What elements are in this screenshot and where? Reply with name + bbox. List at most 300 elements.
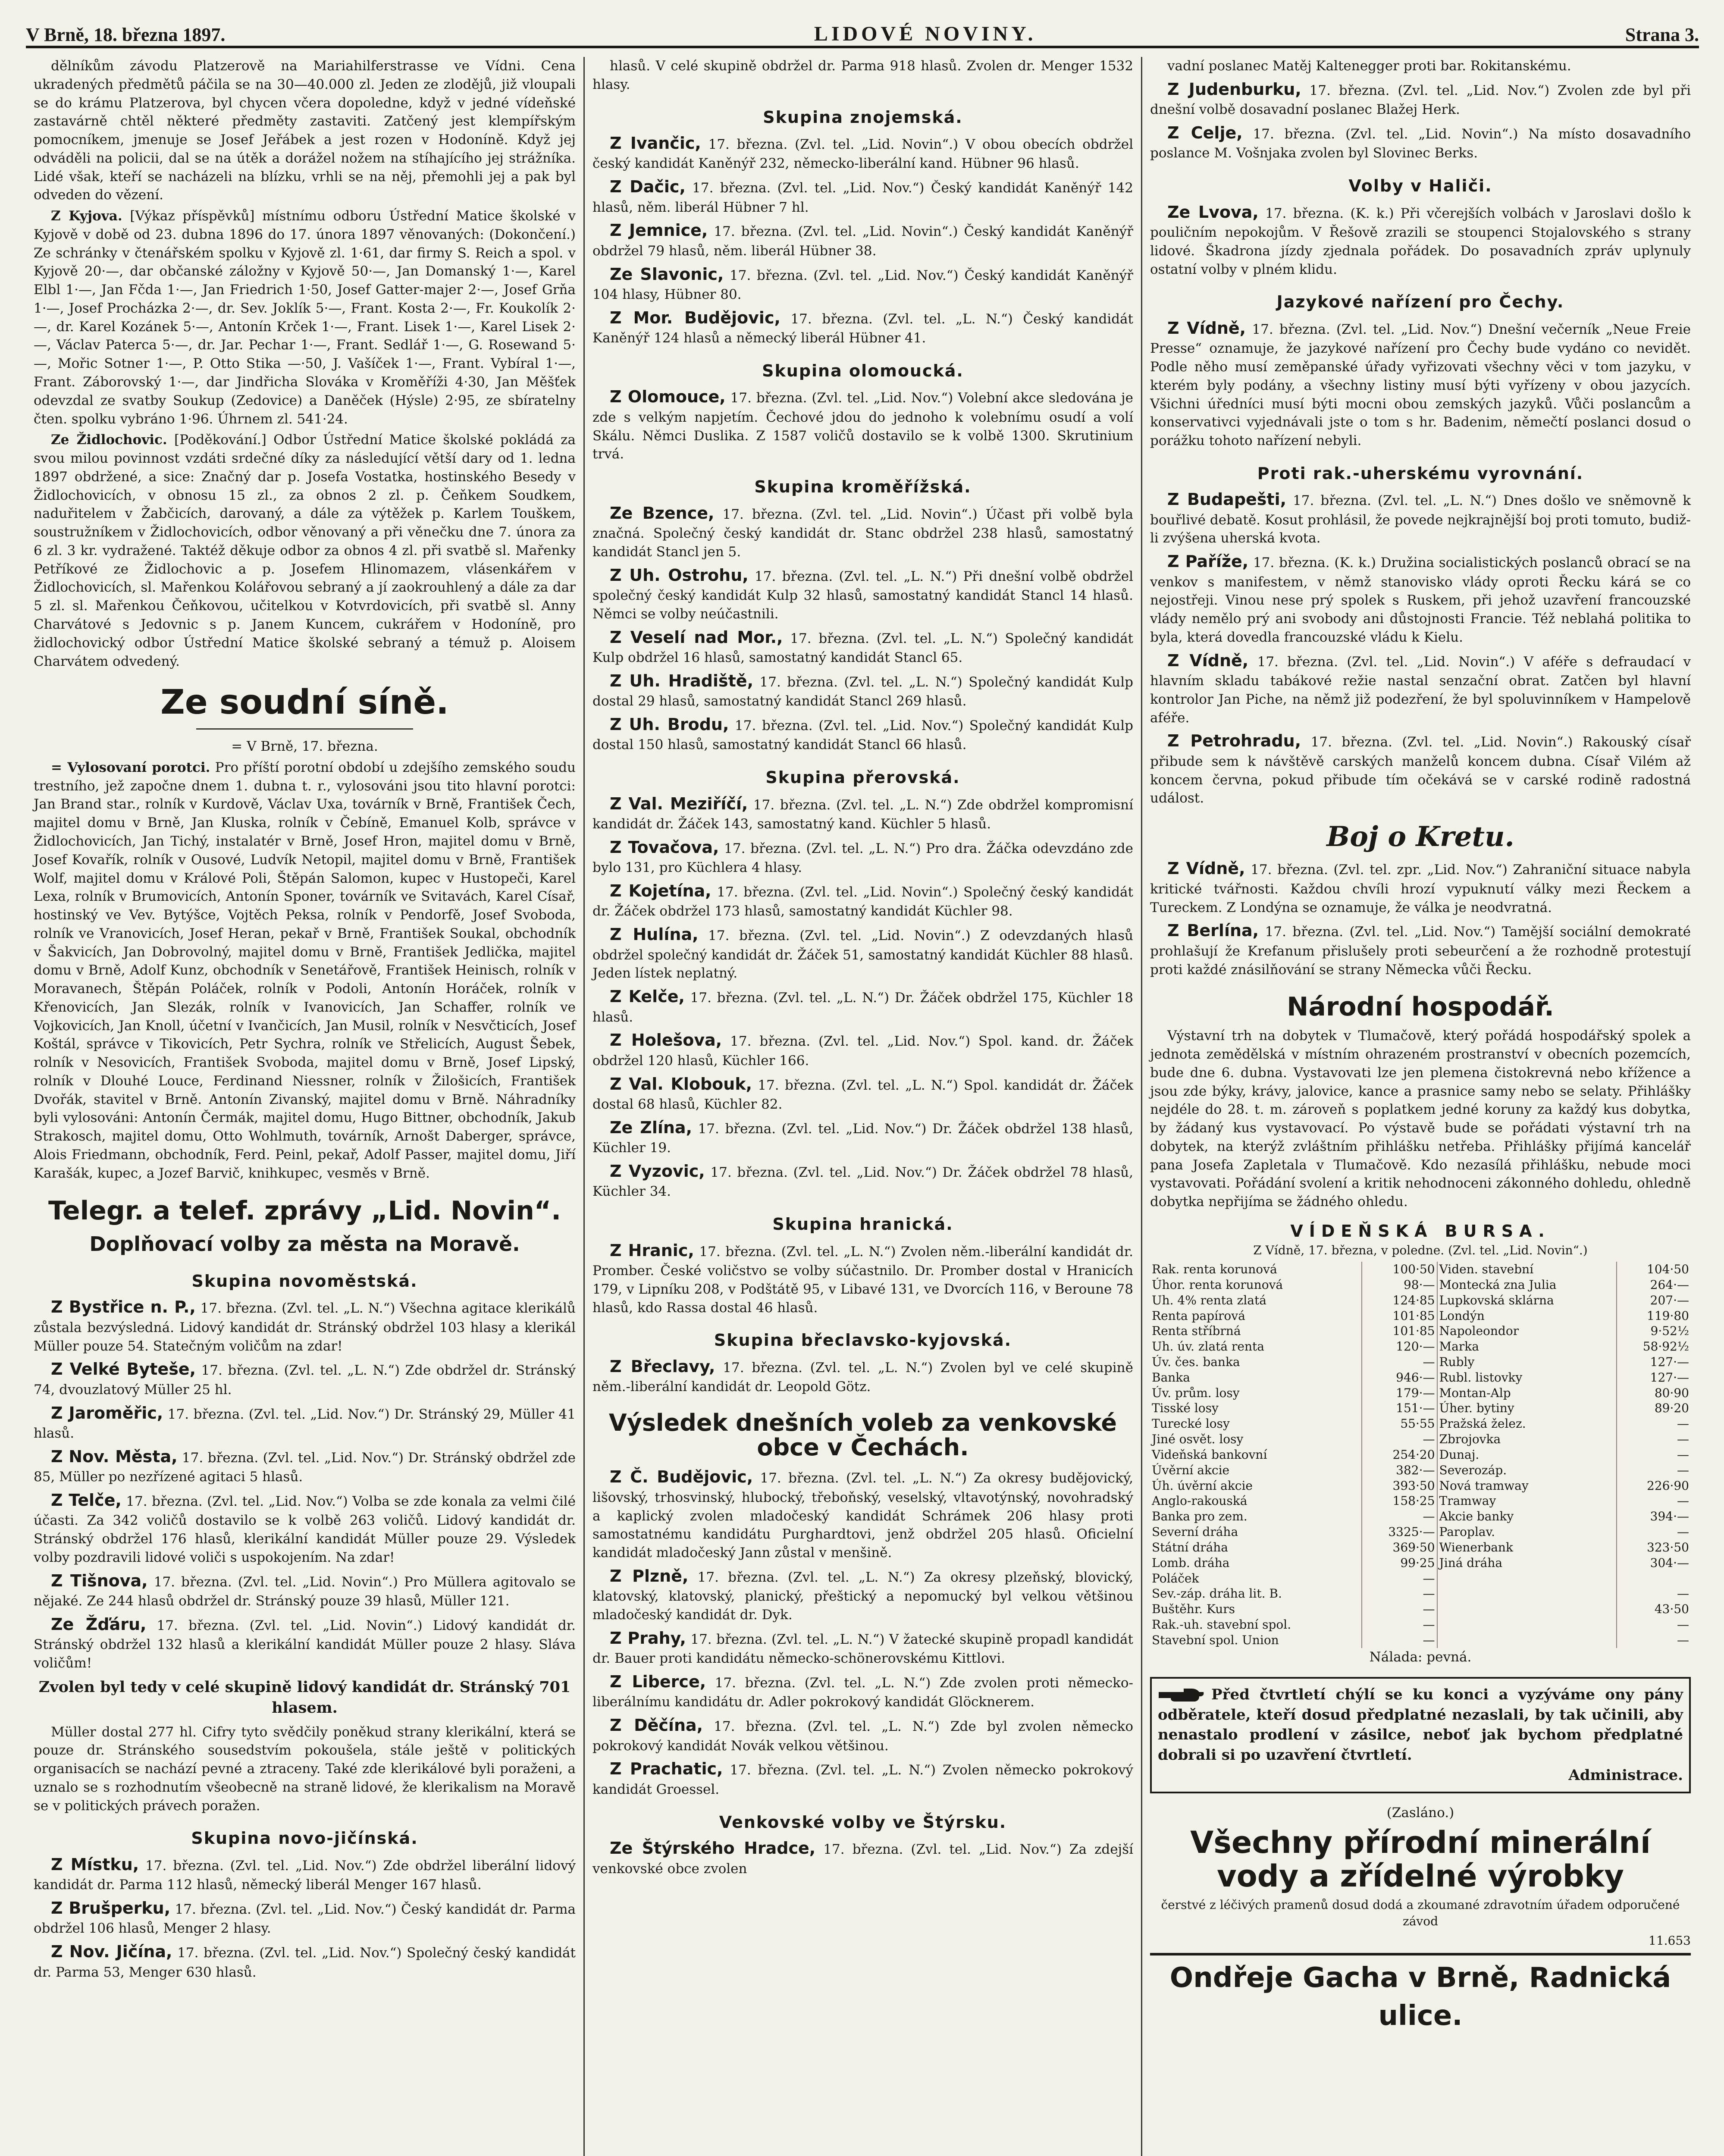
exchange-security: Pražská želez. bbox=[1437, 1416, 1617, 1432]
dispatch bbox=[1150, 730, 1691, 808]
exchange-security: Jiná dráha bbox=[1437, 1555, 1617, 1571]
exchange-security: Paroplav. bbox=[1437, 1524, 1617, 1540]
dispatch bbox=[592, 132, 1133, 173]
exchange-security: Úher. bytiny bbox=[1437, 1401, 1617, 1416]
dateline: Z Jaroměřic, bbox=[51, 1403, 163, 1423]
exchange-price: 100·50 bbox=[1362, 1262, 1437, 1277]
article-text: Müller dostal 277 hl. Cifry tyto svědčily poněkud strany klerikální, která se pouze dr. Stránského sousedstvím pokoušela, stále ještě v politických organisacích se nachází pevné a ztraceny. Také zde klerikálové byli poraženi, a uznalo se s rozhodnutím všeobecně na straně lidové, že klerikalism na Moravě se v politických právech poražen. bbox=[34, 1724, 576, 1814]
exchange-security: Buštěhr. Kurs bbox=[1150, 1601, 1362, 1617]
dispatch bbox=[1150, 550, 1691, 647]
dateline: Z Brušperku, bbox=[51, 1898, 171, 1918]
section-heading: Ze soudní síně. bbox=[160, 683, 449, 722]
exchange-price: 393·50 bbox=[1362, 1478, 1437, 1494]
section-subheading: Doplňovací volby za města na Moravě. bbox=[89, 1232, 520, 1256]
article-text: [Výkaz příspěvků] místnímu odboru Ústřední Matice školské v Kyjově v době od 23. dubna 1896 do 17. února 1897 věnovaných: (Dokončení.) Ze schránky v čtenářském spolku v Kyjově zl. 1·61, dar firmy S. Reich a spol. v Kyjově 20·—, dar občanské záložny v Kyjově 50·—, Jan Domanský 1·—, Karel Elbl 1·—, Jan Fčda 1·—, Jan Friedrich 1·50, Josef Gatter-majer 2·—, Josef Grňa 1·—, Josef Procházka 2·—, dr. Sev. Joklík 5·—, Frant. Kosta 2·—, Fr. Koukolík 2·—, dr. Karel Kozánek 5·—, Antonín Krček 1·—, Frant. Lisek 1·—, Karel Lisek 2·—, Václav Paterca 5·—, dr. Jar. Pechar 1·—, Frant. Sedlář 1·—, G. Rosewand 5·—, Mořic Sotner 1·—, P. Otto Stika —·50, J. Vašíček 1·—, Frant. Vybíral 1·—, Frant. Záborovský 1·—, dar Jindřicha Slováka v Kroměříži 4·30, Jan Měšťek odevzdal ze svatby Soukup (Zedovice) a Daněček (Hýsle) 2·95, ze sbíratelny čten. spolku vybráno 1·96. Úhrnem zl. 541·24. bbox=[34, 208, 576, 427]
exchange-price: 9·52½ bbox=[1650, 1324, 1689, 1338]
exchange-security: Státní dráha bbox=[1150, 1540, 1362, 1555]
dispatch-text: 17. března. (Zvl. tel. „Lid. Nov.“) Český kandidát Kaněnýř 142 hlasů, něm. liberál Hübner 7 hl. bbox=[592, 180, 1134, 215]
exchange-price: 89·20 bbox=[1654, 1401, 1689, 1416]
exchange-security: Uh. 4% renta zlatá bbox=[1150, 1293, 1362, 1308]
exchange-security: Zbrojovka bbox=[1437, 1432, 1617, 1447]
dispatch-text: 17. března. (Zvl. tel. „L. N.“) Pro dra. Žáčka odevzdáno zde bylo 131, pro Küchlera 4 hlasy. bbox=[592, 840, 1133, 876]
dateline: Z Uh. Hradiště, bbox=[610, 671, 754, 690]
dateline: Z Budapešti, bbox=[1167, 490, 1287, 509]
exchange-row bbox=[1150, 1339, 1691, 1354]
exchange-price: — bbox=[1677, 1494, 1689, 1508]
dispatch-text: 17. března. (Zvl. tel. „Lid. Novin“.) Společný český kandidát dr. Žáček obdržel 173 hlasů, samostatný kandidát Küchler 98. bbox=[592, 884, 1133, 919]
exchange-security: Lomb. dráha bbox=[1150, 1555, 1362, 1571]
exchange-price: — bbox=[1677, 1633, 1689, 1647]
exchange-security: Renta stříbrná bbox=[1150, 1323, 1362, 1339]
exchange-row bbox=[1150, 1617, 1691, 1633]
dateline: Z Val. Klobouk, bbox=[610, 1074, 752, 1094]
dateline: Z Ivančic, bbox=[610, 133, 701, 153]
dispatch bbox=[34, 1940, 576, 1981]
exchange-price: 101·85 bbox=[1362, 1308, 1437, 1324]
dispatch-text: 17. března. (Zvl. tel. „Lid. Nov.“) Tamější sociální demokraté prohlašují že Krefanum přislušely proti sebeurčení a že rozhodně protestují proti každé znásilňování se strany Německa vůči Řecku. bbox=[1150, 924, 1691, 978]
exchange-price: — bbox=[1362, 1354, 1437, 1370]
dispatch bbox=[592, 626, 1133, 667]
exchange-row bbox=[1150, 1555, 1691, 1571]
exchange-price: 101·85 bbox=[1362, 1323, 1437, 1339]
exchange-security: Akcie banky bbox=[1437, 1509, 1617, 1524]
exchange-row bbox=[1150, 1571, 1691, 1586]
exchange-price: — bbox=[1677, 1617, 1689, 1632]
exchange-price: 99·25 bbox=[1362, 1555, 1437, 1571]
exchange-price: — bbox=[1362, 1617, 1437, 1633]
dispatch bbox=[592, 385, 1133, 464]
exchange-security bbox=[1437, 1617, 1617, 1633]
column-2 bbox=[583, 57, 1141, 2156]
dateline: Ze Žďáru, bbox=[51, 1614, 147, 1634]
advert-text: čerstvé z léčivých pramenů dosud dodá a zkoumané zdravotním úřadem odporučené závod bbox=[1161, 1897, 1680, 1929]
dispatch-list bbox=[1150, 857, 1691, 979]
dateline: Z Plzně, bbox=[610, 1566, 689, 1586]
dispatch-list bbox=[592, 1355, 1133, 1396]
exchange-security: Rubl. listovky bbox=[1437, 1370, 1617, 1385]
exchange-security: Rubly bbox=[1437, 1354, 1617, 1370]
dispatch bbox=[34, 1613, 576, 1673]
exchange-mood: Nálada: pevná. bbox=[1369, 1649, 1472, 1665]
exchange-price bbox=[1617, 1571, 1691, 1586]
exchange-price: — bbox=[1362, 1571, 1437, 1586]
dateline: Z Břeclavy, bbox=[610, 1357, 715, 1376]
dispatch bbox=[1150, 919, 1691, 979]
dateline: Z Veselí nad Mor., bbox=[610, 627, 783, 647]
dateline: Ze Slavonic, bbox=[610, 264, 724, 284]
dispatch-text: 17. března. (K. k.) Družina socialistických poslanců obrací se na venkov s manifestem, v němž stanovisko vlády oproti Řecku kárá se co nejostřeji. Vinou nese prý spolek s Ruskem, při jehož uzavření francouzské vlády nemělo prý ani svobody ani důstojnosti Francie. Též neblahá politika to byla, která dovedla francouzské vládu k Kielu. bbox=[1150, 555, 1691, 645]
dateline: Z Nov. Města, bbox=[51, 1447, 178, 1466]
dispatch bbox=[592, 836, 1133, 877]
dispatch-text: 17. března. (Zvl. tel. „Lid. Nov.“) Volba se zde konala za velmi čilé účasti. Za 342 voličů dostavilo se k volbě 263 voličů. Lidový kandidát dr. Stránský obdržel 176 hlasů, klerikální kandidát Müller pouze 29. Výsledek volby pozdravili lidové voliči s uspokojením. Na zdar! bbox=[34, 1494, 576, 1565]
exchange-price: 207·— bbox=[1650, 1293, 1689, 1307]
exchange-price: 304·— bbox=[1650, 1555, 1689, 1570]
exchange-row bbox=[1150, 1601, 1691, 1617]
divider bbox=[196, 728, 413, 730]
dateline: Z Nov. Jičína, bbox=[51, 1942, 172, 1962]
article-text bbox=[34, 431, 576, 671]
exchange-price: — bbox=[1362, 1432, 1437, 1447]
exchange-price: 80·90 bbox=[1654, 1385, 1689, 1400]
dateline: Z Velké Byteše, bbox=[51, 1360, 196, 1379]
dispatch-text: 17. března. (Zvl. tel. zpr. „Lid. Nov.“) Zahraniční situace nabyla kritické tvářnosti. Každou chvíli hrozí vypuknutí války mezi Řeckem a Tureckem. Z Londýna se oznamuje, že válka je neodvratná. bbox=[1150, 862, 1691, 915]
dispatch bbox=[1150, 201, 1691, 279]
notice-text: Před čtvrtletí chýlí se ku konci a vyzýváme ony pány odběratele, kteří dosud předplatné nezaslali, by tak učinili, aby nenastalo prodlení v zásilce, neboť jak bychom předplatné dobrali si po uzavření čtvrtletí. bbox=[1158, 1686, 1683, 1764]
dispatch bbox=[592, 1116, 1133, 1157]
dispatch-text: 17. března. (Zvl. tel. „Lid. Novin“.) Účast při volbě byla značná. Společný český kandidát dr. Stanc obdržel 238 hlasů, samostatný kandidát Stancl jen 5. bbox=[592, 506, 1133, 560]
dispatch bbox=[34, 1296, 576, 1355]
dateline: Ze Zlína, bbox=[610, 1118, 693, 1137]
article-text: dělníkům závodu Platzerově na Mariahilferstrasse ve Vídni. Cena ukradených předmětů páčila se na 30—40.000 zl. Jeden ze zlodějů, již vloupali se do krámu Platzerova, byl chycen včera dopoledne, když v jedné vídeňské zastavárně chtěl některé předměty zastaviti. Zatčený jest klempířským pomocníkem, jmenuje se Josef Jeřábek a jest rozen v Hodoníně. Když jej odváděli na policii, dal se na útěk a dorážel nožem na stíhajícího jej strážníka. Lidé však, kteří se nacházeli na blízku, vrhli se na něj, přemohli jej a pak byl odveden do vězení. bbox=[34, 58, 576, 203]
pointing-hand-icon bbox=[1158, 1686, 1205, 1705]
dispatch-text: 17. března. (Zvl. tel. „Lid. Nov.“) Český kandidát Kaněnýř 104 hlasy, Hübner 80. bbox=[592, 267, 1133, 303]
dispatch-list bbox=[592, 1239, 1133, 1317]
dispatch-text: 17. března. (Zvl. tel. „L. N.“) Zvolen něm.-liberální kandidát dr. Promber. České voličstvo se volby súčastnilo. Dr. Promber dostal v Hranicích 179, v Lipníku 208, v Podštátě 95, v Libavé 131, ve Dvorcích 116, v Beroune 78 hlasů, kdo Rassa dostal 46 hlasů. bbox=[592, 1244, 1133, 1316]
dispatch bbox=[592, 793, 1133, 834]
exchange-security: Jiné osvět. losy bbox=[1150, 1432, 1362, 1447]
dateline: Ze Štýrského Hradce, bbox=[610, 1839, 816, 1858]
result-summary: Zvolen byl tedy v celé skupině lidový kandidát dr. Stránský 701 hlasem. bbox=[38, 1678, 571, 1717]
dispatch-text: 17. března. (Zvl. tel. „Lid. Novin“.) Český kandidát Kaněnýř obdržel 79 hlasů, něm. liberál Hübner 38. bbox=[592, 224, 1133, 259]
exchange-price: 120·— bbox=[1362, 1339, 1437, 1354]
exchange-security: Banka bbox=[1150, 1370, 1362, 1385]
dispatch-text: 17. března. (Zvl. tel. „L. N.“) Český kandidát Kaněnýř 124 hlasů a německý liberál Hübner 41. bbox=[592, 311, 1133, 346]
dispatch-text: 17. března. (Zvl. tel. „L. N.“) Společný kandidát Kulp obdržel 16 hlasů, samostatný kandidát Stancl 65. bbox=[592, 630, 1134, 665]
dateline: Z Kyjova. bbox=[51, 208, 122, 224]
dispatch bbox=[592, 1239, 1133, 1317]
dispatch bbox=[592, 219, 1133, 260]
dispatch bbox=[592, 1029, 1133, 1070]
exchange-security: Úh. úvěrní akcie bbox=[1150, 1478, 1362, 1494]
ad-label: (Zasláno.) bbox=[1386, 1805, 1454, 1821]
group-heading: Skupina kroměřížská. bbox=[754, 477, 972, 497]
exchange-security: Severozáp. bbox=[1437, 1463, 1617, 1478]
dispatch bbox=[592, 1627, 1133, 1668]
dispatch-list bbox=[592, 1837, 1133, 1878]
dateline: Ze Židlochovic. bbox=[51, 432, 167, 448]
dateline: Z Tovačova, bbox=[610, 837, 719, 857]
newspaper-title: LIDOVÉ NOVINY. bbox=[814, 22, 1037, 45]
dispatch-text: 17. března. (Zvl. tel. „Lid. Nov.“) Dr. Žáček obdržel 78 hlasů, Küchler 34. bbox=[592, 1164, 1133, 1200]
exchange-price: — bbox=[1677, 1416, 1689, 1431]
dateline: Z Kelče, bbox=[610, 987, 685, 1006]
dispatch-text: 17. března. (Zvl. tel. „L. N.“) Dr. Žáček obdržel 175, Küchler 18 hlasů. bbox=[592, 990, 1134, 1025]
dispatch-text: 17. března. (Zvl. tel. „Lid. Novin“.) V obou obecích obdržel český kandidát Kaněnýř 232, německo-liberální kand. Hübner 96 hlasů. bbox=[592, 136, 1133, 172]
dispatch-text: 17. března. (Zvl. tel. „Lid. Nov.“) Zde obdržel liberální lidový kandidát dr. Parma 112 hlasů, německý liberál Menger 167 hlasů. bbox=[34, 1858, 576, 1893]
dispatch-text: 17. března. (Zvl. tel. „Lid. Nov.“) Spol. kand. dr. Žáček obdržel 120 hlasů, Küchler 166. bbox=[592, 1034, 1133, 1069]
dispatch-list bbox=[592, 502, 1133, 755]
dateline: Z Vídně, bbox=[1167, 318, 1246, 338]
dispatch bbox=[34, 1853, 576, 1894]
dispatch-text: 17. března. (Zvl. tel. „L. N.“) Zvolen byl ve celé skupině něm.-liberální kandidát dr. Leopold Götz. bbox=[592, 1360, 1133, 1395]
group-heading: Proti rak.-uherskému vyrovnání. bbox=[1257, 464, 1584, 483]
exchange-price: 119·80 bbox=[1647, 1308, 1689, 1323]
dateline: Z Holešova, bbox=[610, 1031, 722, 1050]
dispatch bbox=[592, 923, 1133, 983]
dispatch bbox=[1150, 78, 1691, 119]
article-text: vadní poslanec Matěj Kaltenegger proti bar. Rokitanskému. bbox=[1167, 58, 1571, 74]
exchange-security: Poláček bbox=[1150, 1571, 1362, 1586]
group-heading: Skupina přerovská. bbox=[765, 768, 960, 787]
dateline: Z Č. Budějovic, bbox=[610, 1467, 753, 1487]
exchange-price: 127·— bbox=[1650, 1370, 1689, 1385]
dispatch bbox=[592, 502, 1133, 561]
group-heading: Skupina novo-jičínská. bbox=[191, 1829, 418, 1848]
exchange-security: Rak. renta korunová bbox=[1150, 1262, 1362, 1277]
dateline: Z Paříže, bbox=[1167, 552, 1249, 571]
exchange-security: Rak.-uh. stavební spol. bbox=[1150, 1617, 1362, 1633]
dispatch bbox=[1150, 122, 1691, 163]
exchange-security: Londýn bbox=[1437, 1308, 1617, 1324]
dispatch-text: 17. března. (Zvl. tel. „Lid. Nov.“) Český kandidát dr. Parma obdržel 106 hlasů, Menger 2 hlasy. bbox=[34, 1901, 576, 1937]
exchange-security: Úv. čes. banka bbox=[1150, 1354, 1362, 1370]
exchange-row bbox=[1150, 1370, 1691, 1385]
advert-title: Všechny přírodní minerální vody a zřídelné výrobky bbox=[1190, 1824, 1651, 1894]
dispatch-text: 17. března. (Zvl. tel. „Lid. Novin“.) Pro Müllera agitovalo se nějaké. Ze 244 hlasů obdržel dr. Stránský pouze 39 hlasů, Müller 121. bbox=[34, 1574, 576, 1609]
dispatch-list bbox=[34, 1853, 576, 1982]
group-heading: Volby v Haliči. bbox=[1348, 176, 1492, 196]
dateline: Z Hulína, bbox=[610, 925, 699, 944]
exchange-security bbox=[1437, 1571, 1617, 1586]
exchange-security: Úvěrní akcie bbox=[1150, 1463, 1362, 1478]
dateline: Z Tišnova, bbox=[51, 1571, 148, 1590]
exchange-price: 3325·— bbox=[1362, 1524, 1437, 1540]
exchange-price: 254·20 bbox=[1362, 1447, 1437, 1463]
exchange-price: 98·— bbox=[1362, 1277, 1437, 1293]
exchange-row bbox=[1150, 1586, 1691, 1601]
exchange-row bbox=[1150, 1463, 1691, 1478]
dispatch-list bbox=[34, 1296, 576, 1672]
dispatch bbox=[1150, 317, 1691, 450]
group-heading: Skupina znojemská. bbox=[763, 107, 963, 127]
dispatch-text: 17. března. (Zvl. tel. „Lid. Nov.“) Dr. Stránský 29, Müller 41 hlasů. bbox=[34, 1406, 576, 1442]
exchange-security bbox=[1437, 1633, 1617, 1648]
column-3 bbox=[1141, 57, 1699, 2156]
dispatch bbox=[592, 1714, 1133, 1755]
dispatch-text: 17. března. (Zvl. tel. „L. N.“) Při dnešní volbě obdržel společný český kandidát Kulp 32 hlasů, samostatný kandidát Stancl 14 hlasů. Němci se volby neúčastnili. bbox=[592, 568, 1134, 622]
exchange-dateline: Z Vídně, 17. března, v poledne. (Zvl. tel. „Lid. Novin“.) bbox=[1253, 1243, 1588, 1258]
exchange-price: — bbox=[1362, 1509, 1437, 1524]
exchange-price: — bbox=[1677, 1432, 1689, 1447]
article-head: = Vylosovaní porotci. bbox=[51, 759, 210, 775]
dispatch bbox=[592, 713, 1133, 754]
dispatch-list bbox=[1150, 550, 1691, 808]
dispatch-text: 17. března. (Zvl. tel. „L. N.“) Společný kandidát Kulp dostal 29 hlasů, samostatný kandidát Stancl 269 hlasů. bbox=[592, 674, 1133, 709]
exchange-price: — bbox=[1677, 1525, 1689, 1539]
dateline: Z Mor. Budějovic, bbox=[610, 308, 781, 327]
dispatch-list bbox=[592, 385, 1133, 464]
group-heading: Venkovské volby ve Štýrsku. bbox=[719, 1812, 1007, 1832]
exchange-row bbox=[1150, 1323, 1691, 1339]
group-heading: Skupina olomoucká. bbox=[762, 361, 964, 380]
dispatch-text: 17. března. (Zvl. tel. „Lid. Novin“.) Lidový kandidát dr. Stránský obdržel 132 hlasů a klerikální kandidát Müller pouze 2 hlasy. Sláva voličům! bbox=[34, 1617, 576, 1671]
dispatch-text: 17. března. (Zvl. tel. „Lid. Nov.“) Zvolen zde byl při dnešní volbě dosavadní poslanec Blažej Herk. bbox=[1150, 82, 1691, 118]
exchange-security: Turecké losy bbox=[1150, 1416, 1362, 1432]
exchange-security: Banka pro zem. bbox=[1150, 1509, 1362, 1524]
dispatch-text: 17. března. (Zvl. tel. „L. N.“) Dnes došlo ve sněmovně k bouřlivé debatě. Kosut prohlásil, že povede nejkrajnější boj proti tomuto, budiž-li zvýšena uherská kvota. bbox=[1150, 493, 1691, 546]
exchange-security: Marka bbox=[1437, 1339, 1617, 1354]
dispatch bbox=[34, 1897, 576, 1938]
dispatch bbox=[592, 1670, 1133, 1711]
section-heading: Výsledek dnešních voleb za venkovské obce v Čechách. bbox=[608, 1409, 1117, 1461]
dateline: Z Berlína, bbox=[1167, 921, 1259, 940]
article-text: Výstavní trh na dobytek v Tlumačově, který pořádá hospodářský spolek a jednota zemědělská v místním ohrazeném prostranství v obecních pozemcích, bude dne 6. dubna. Vystavovati lze jen plemena čistokrevná nebo křížence a jsou zde býky, krávy, jalovice, kance a prasnice samy nebo se selaty. Přihlášky nejdéle do 28. t. m. zároveň s poplatkem jedné koruny za každý kus dobytka, by žádaný kus vystavovací. Po výstavě bude se pořádati výstavní trh na dobytek, na kterýž zvláštním přihlášku netřeba. Přihlášky přijímá kancelář pana Josefa Zapletala v Tlumačově. Kdo nezasílá přihlášku, nebude moci vystavovati. Pořádání svolení a kritik nehodnoceni zákonného dohledu, ohledně dobytka nepřijíma se žádného ohledu. bbox=[1150, 1028, 1691, 1210]
exchange-security: Stavební spol. Union bbox=[1150, 1633, 1362, 1648]
exchange-price: 369·50 bbox=[1362, 1540, 1437, 1555]
dispatch-text: 17. března. (Zvl. tel. „Lid. Nov.“) Dr. Žáček obdržel 138 hlasů, Küchler 19. bbox=[592, 1121, 1134, 1156]
dateline: Z Telče, bbox=[51, 1491, 122, 1510]
dateline: Z Dačic, bbox=[610, 177, 686, 197]
dateline: Z Liberce, bbox=[610, 1672, 706, 1692]
exchange-security: Anglo-rakouská bbox=[1150, 1493, 1362, 1509]
dispatch-text: 17. března. (Zvl. tel. „Lid. Nov.“) Dnešní večerník „Neue Freie Presse“ oznamuje, že jazykové nařízení pro Čechy bude vydáno co nevidět. Podle něho musí zeměpanské úřady vyřizovati všechny věci v tom jazyku, v kterém byly podány, a všechny listiny musí býti vyřízeny v obou jazycích. Všichni úředníci musí býti mocni obou zemských jazyků. Vůči poslancům a konservativci vyjednávali jste o tom s hr. Badenim, němečtí poslanci dosud o porážku tohoto nařízení nebyli. bbox=[1150, 321, 1691, 449]
article-text bbox=[34, 758, 576, 1183]
dateline: Z Celje, bbox=[1167, 123, 1243, 142]
dispatch-list bbox=[592, 132, 1133, 348]
dispatch-text: 17. března. (Zvl. tel. „L. N.“) Zde byl zvolen německo pokrokový kandidát Novák velkou většinou. bbox=[592, 1719, 1134, 1754]
exchange-security: Dunaj. bbox=[1437, 1447, 1617, 1463]
exchange-security: Lupkovská sklárna bbox=[1437, 1293, 1617, 1308]
exchange-security: Montecká zna Julia bbox=[1437, 1277, 1617, 1293]
dateline: Z Prahy, bbox=[610, 1628, 686, 1648]
exchange-security: Montan-Alp bbox=[1437, 1385, 1617, 1401]
subscription-notice bbox=[1150, 1677, 1691, 1794]
group-heading: Skupina hranická. bbox=[772, 1215, 953, 1234]
exchange-security: Napoleondor bbox=[1437, 1323, 1617, 1339]
exchange-security: Tramway bbox=[1437, 1493, 1617, 1509]
dateline: Z Uh. Brodu, bbox=[610, 714, 729, 734]
dispatch bbox=[592, 1565, 1133, 1624]
dispatch-text: 17. března. (K. k.) Při včerejších volbách v Jaroslavi došlo k pouličním nepokojům. V Řešově zrazili se stoupenci Stojalovského s strany lidové. Škadrona jízdy zjednala pořádek. Do posavadních zpráv uplynuly ostatní volby v plném klidu. bbox=[1150, 205, 1691, 277]
exchange-row bbox=[1150, 1509, 1691, 1524]
exchange-row bbox=[1150, 1432, 1691, 1447]
dispatch bbox=[592, 1837, 1133, 1878]
dispatch bbox=[34, 1570, 576, 1611]
exchange-security: Wienerbank bbox=[1437, 1540, 1617, 1555]
exchange-price: — bbox=[1362, 1586, 1437, 1601]
dateline: = V Brně, 17. března. bbox=[231, 739, 378, 755]
dispatch bbox=[1150, 857, 1691, 917]
exchange-row bbox=[1150, 1524, 1691, 1540]
exchange-price: 264·— bbox=[1650, 1277, 1689, 1292]
dispatch-text: 17. března. (Zvl. tel. „Lid. Novin“.) Rakouský císař přibude sem k návštěvě carských manželů koncem dubna. Císař Vilém až koncem června, pokud přibude tím očekává se v carské rodině radostná událost. bbox=[1150, 734, 1691, 806]
exchange-row bbox=[1150, 1354, 1691, 1370]
dateline: Z Kojetína, bbox=[610, 881, 712, 900]
advert-footer: Ondřeje Gacha v Brně, Radnická ulice. bbox=[1150, 1953, 1691, 2035]
dispatch-text: 17. března. (Zvl. tel. „Lid. Nov.“) Za zdejší venkovské obce zvolen bbox=[592, 1842, 1133, 1877]
dispatch bbox=[1150, 649, 1691, 727]
group-heading: Skupina břeclavsko-kyjovská. bbox=[714, 1331, 1012, 1350]
dispatch bbox=[592, 880, 1133, 921]
newspaper-page bbox=[26, 16, 1699, 2156]
exchange-security: Videňská bankovní bbox=[1150, 1447, 1362, 1463]
notice-signature: Administrace. bbox=[1568, 1767, 1683, 1784]
dispatch bbox=[34, 1489, 576, 1567]
masthead bbox=[26, 16, 1699, 48]
dispatch-text: 17. března. (Zvl. tel. „L. N.“) Zde obdržel kompromisní kandidát dr. Žáček 143, samostatný kand. Küchler 5 hlasů. bbox=[592, 797, 1133, 832]
exchange-row bbox=[1150, 1416, 1691, 1432]
dispatch-list bbox=[592, 1466, 1133, 1799]
dateline: Z Judenburku, bbox=[1167, 79, 1301, 99]
dispatch-text: 17. března. (Zvl. tel. „L. N.“) V žatecké skupině propadl kandidát dr. Bauer proti kandidátu německo-schönerovskému Kittlovi. bbox=[592, 1631, 1133, 1667]
exchange-row bbox=[1150, 1401, 1691, 1416]
exchange-row bbox=[1150, 1540, 1691, 1555]
dispatch-text: 17. března. (Zvl. tel. „L. N.“) Spol. kandidát dr. Žáček dostal 68 hlasů, Küchler 82. bbox=[592, 1077, 1134, 1112]
advert-number: 11.653 bbox=[1649, 1933, 1691, 1948]
dateline: Z Val. Meziříčí, bbox=[610, 794, 748, 813]
dispatch bbox=[592, 1355, 1133, 1396]
exchange-price: 43·50 bbox=[1654, 1602, 1689, 1617]
exchange-security: Severní dráha bbox=[1150, 1524, 1362, 1540]
dateline: Z Olomouce, bbox=[610, 387, 726, 407]
exchange-row bbox=[1150, 1293, 1691, 1308]
dispatch bbox=[34, 1358, 576, 1399]
exchange-security: Sev.-záp. dráha lit. B. bbox=[1150, 1586, 1362, 1601]
exchange-price: 394·— bbox=[1650, 1509, 1689, 1524]
dispatch bbox=[592, 307, 1133, 348]
group-heading: Skupina novoměstská. bbox=[191, 1272, 418, 1291]
dispatch-text: 17. března. (Zvl. tel. „Lid. Novin“.) V aféře s defraudací v hlavním skladu tabákové režie nastal senzační obrat. Zatčen byl hlavní kontrolor Jan Piche, na němž již podezření, že byl spoluvinníkem v Hampelově aféře. bbox=[1150, 654, 1691, 726]
exchange-price: 58·92½ bbox=[1643, 1339, 1689, 1354]
exchange-row bbox=[1150, 1308, 1691, 1324]
exchange-price: 226·90 bbox=[1647, 1478, 1689, 1493]
exchange-table bbox=[1150, 1262, 1691, 1648]
exchange-price: — bbox=[1677, 1586, 1689, 1601]
exchange-security: Nová tramway bbox=[1437, 1478, 1617, 1494]
exchange-row bbox=[1150, 1633, 1691, 1648]
dateline: Z Uh. Ostrohu, bbox=[610, 565, 749, 585]
dateline: Z Bystřice n. P., bbox=[51, 1297, 196, 1317]
dateline: Z Vídně, bbox=[1167, 651, 1249, 670]
exchange-row bbox=[1150, 1277, 1691, 1293]
dispatch bbox=[592, 263, 1133, 304]
exchange-price: — bbox=[1677, 1447, 1689, 1462]
issue-date: V Brně, 18. března 1897. bbox=[26, 24, 226, 45]
exchange-security: Tisské losy bbox=[1150, 1401, 1362, 1416]
exchange-price: 323·50 bbox=[1647, 1540, 1689, 1554]
group-heading: Jazykové nařízení pro Čechy. bbox=[1276, 292, 1564, 312]
dispatch bbox=[592, 1466, 1133, 1562]
dispatch-list bbox=[1150, 78, 1691, 163]
dispatch bbox=[592, 1758, 1133, 1799]
dispatch bbox=[592, 670, 1133, 711]
dispatch bbox=[592, 1160, 1133, 1201]
dispatch bbox=[1150, 488, 1691, 548]
exchange-row bbox=[1150, 1262, 1691, 1277]
dateline: Z Prachatic, bbox=[610, 1759, 723, 1779]
exchange-security: Uh. úv. zlatá renta bbox=[1150, 1339, 1362, 1354]
dateline: Z Místku, bbox=[51, 1855, 139, 1874]
section-heading: Národní hospodář. bbox=[1287, 992, 1554, 1022]
dispatch bbox=[592, 1073, 1133, 1114]
dispatch bbox=[34, 1445, 576, 1486]
exchange-security: Renta papírová bbox=[1150, 1308, 1362, 1324]
exchange-price: 127·— bbox=[1650, 1355, 1689, 1369]
dateline: Z Hranic, bbox=[610, 1241, 694, 1260]
dispatch-list bbox=[592, 793, 1133, 1201]
dispatch-text: 17. března. (Zvl. tel. „L. N.“) Zde zvolen proti německo-liberálnímu kandidátu dr. Adler pokrokový kandidát Glöcknerem. bbox=[592, 1675, 1133, 1710]
article-text: [Poděkování.] Odbor Ústřední Matice školské pokládá za svou milou povinnost vzdáti srdečné díky za následující větší dary od 1. ledna 1897 obdržené, a sice: Značný dar p. Josefa Vostatka, hostinského Besedy v Židlochovicích, v obnosu 15 zl., za obnos 2 zl. p. Čeňkem Soudkem, naduřitelem v Žabčicích, darovaný, a dále za výtěžek p. Karlem Touškem, soustružníkem v Židlochovicích, odbor věnovaný a při věnečku dne 7. února za 6 zl. 3 kr. vydražené. Taktéž děkuje odbor za obnos 4 zl. při svatbě sl. Mařenky Petříkové ze Židlochovic a p. Josefem Hlinomazem, vlásenkářem v Židlochovicích, sl. Mařenkou Kolářovou sebraný a jí zaokrouhlený a dále za dar 5 zl. sl. Mařenkou Čeňkovou, učitelkou v Kotvrdovicích, při svatbě sl. Anny Charvátové s Jedovnic s p. Janem Kuncem, cukrářem v Hodoníně, pro židlochovický odbor Ústřední Matice školské sebraný a témuž p. Aloisem Charvátem odvedený. bbox=[34, 432, 576, 669]
exchange-row bbox=[1150, 1447, 1691, 1463]
exchange-price: 55·55 bbox=[1362, 1416, 1437, 1432]
dateline: Z Petrohradu, bbox=[1167, 731, 1301, 751]
exchange-price: 124·85 bbox=[1362, 1293, 1437, 1308]
exchange-security: Úhor. renta korunová bbox=[1150, 1277, 1362, 1293]
exchange-row bbox=[1150, 1478, 1691, 1494]
dispatch-text: 17. března. (Zvl. tel. „L. N.“) Zvolen německo pokrokový kandidát Groessel. bbox=[592, 1762, 1133, 1797]
exchange-security bbox=[1437, 1601, 1617, 1617]
dispatch bbox=[592, 985, 1133, 1026]
